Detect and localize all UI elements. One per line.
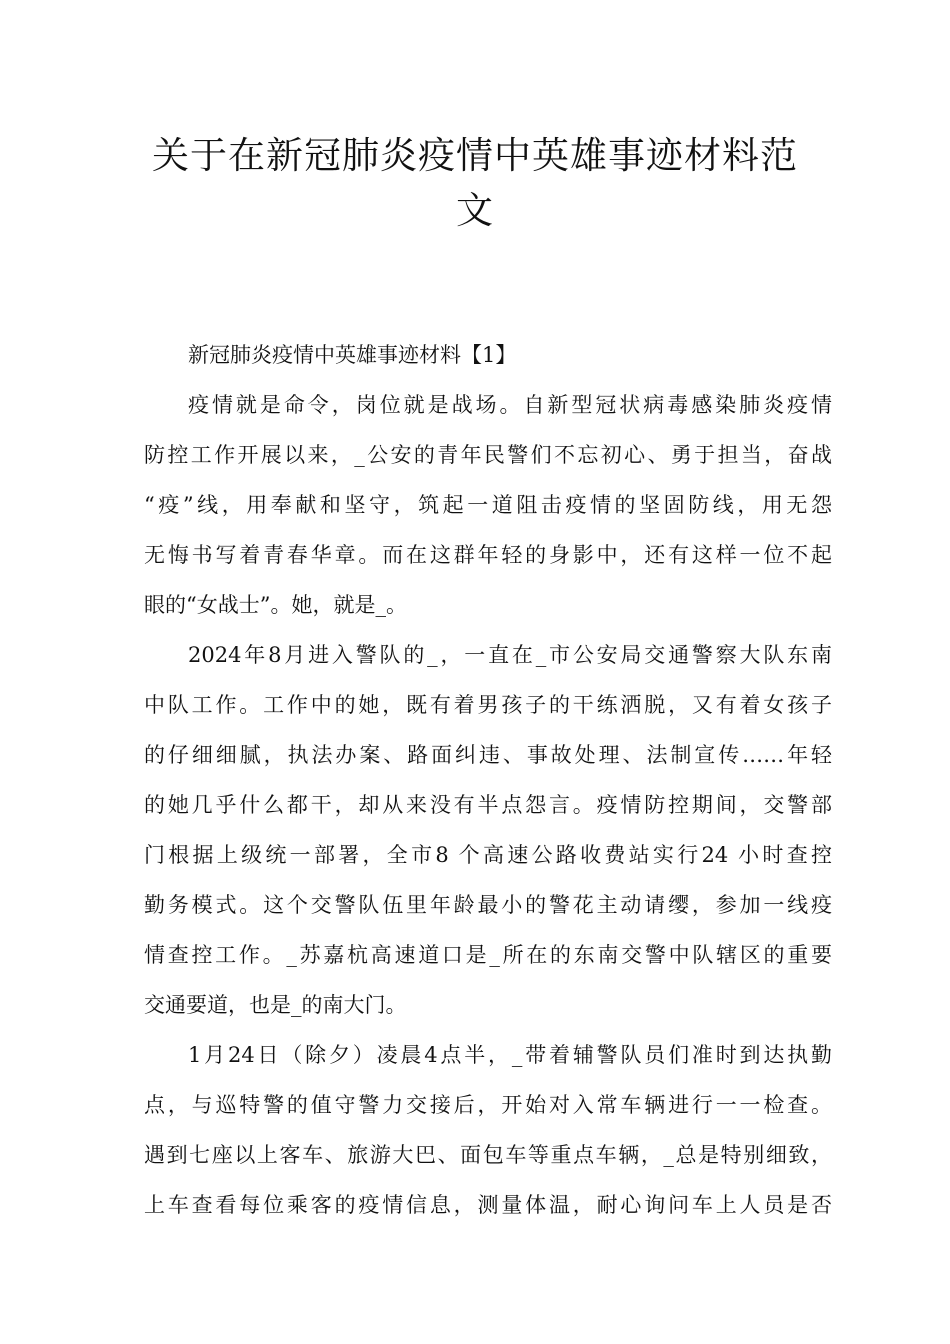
text-line: 勤务模式。这个交警队伍里年龄最小的警花主动请缨，参加一线疫	[144, 893, 832, 917]
text-line: 眼的“女战士”。她，就是_。	[144, 593, 407, 617]
text-line: 2024年8月进入警队的_，一直在_市公安局交通警察大队东南	[188, 643, 832, 667]
title-line-2: 文	[456, 189, 494, 232]
document-title	[120, 128, 830, 238]
text-line: 1月24日（除夕）凌晨4点半，_带着辅警队员们准时到达执勤	[188, 1043, 832, 1067]
text-line: 中队工作。工作中的她，既有着男孩子的干练洒脱，又有着女孩子	[144, 693, 832, 717]
title-line-1: 关于在新冠肺炎疫情中英雄事迹材料范	[152, 134, 798, 177]
text-line: 交通要道，也是_的南大门。	[144, 993, 407, 1017]
text-line: 无悔书写着青春华章。而在这群年轻的身影中，还有这样一位不起	[144, 543, 832, 567]
section-heading: 新冠肺炎疫情中英雄事迹材料【1】	[188, 343, 517, 367]
text-line: 门根据上级统一部署，全市8 个高速公路收费站实行24 小时查控	[144, 843, 832, 867]
text-line: 的她几乎什么都干，却从来没有半点怨言。疫情防控期间，交警部	[144, 793, 832, 817]
text-line: 遇到七座以上客车、旅游大巴、面包车等重点车辆，_总是特别细致，	[144, 1143, 832, 1167]
text-line: “疫”线，用奉献和坚守，筑起一道阻击疫情的坚固防线，用无怨	[144, 493, 832, 517]
document-body	[144, 330, 832, 1230]
text-line: 的仔细细腻，执法办案、路面纠违、事故处理、法制宣传……年轻	[144, 743, 832, 767]
text-line: 防控工作开展以来，_公安的青年民警们不忘初心、勇于担当，奋战	[144, 443, 832, 467]
text-line: 情查控工作。_苏嘉杭高速道口是_所在的东南交警中队辖区的重要	[144, 943, 832, 967]
text-line: 点，与巡特警的值守警力交接后，开始对入常车辆进行一一检查。	[144, 1093, 832, 1117]
text-line: 疫情就是命令，岗位就是战场。自新型冠状病毒感染肺炎疫情	[188, 393, 832, 417]
text-line: 上车查看每位乘客的疫情信息，测量体温，耐心询问车上人员是否	[144, 1193, 832, 1217]
